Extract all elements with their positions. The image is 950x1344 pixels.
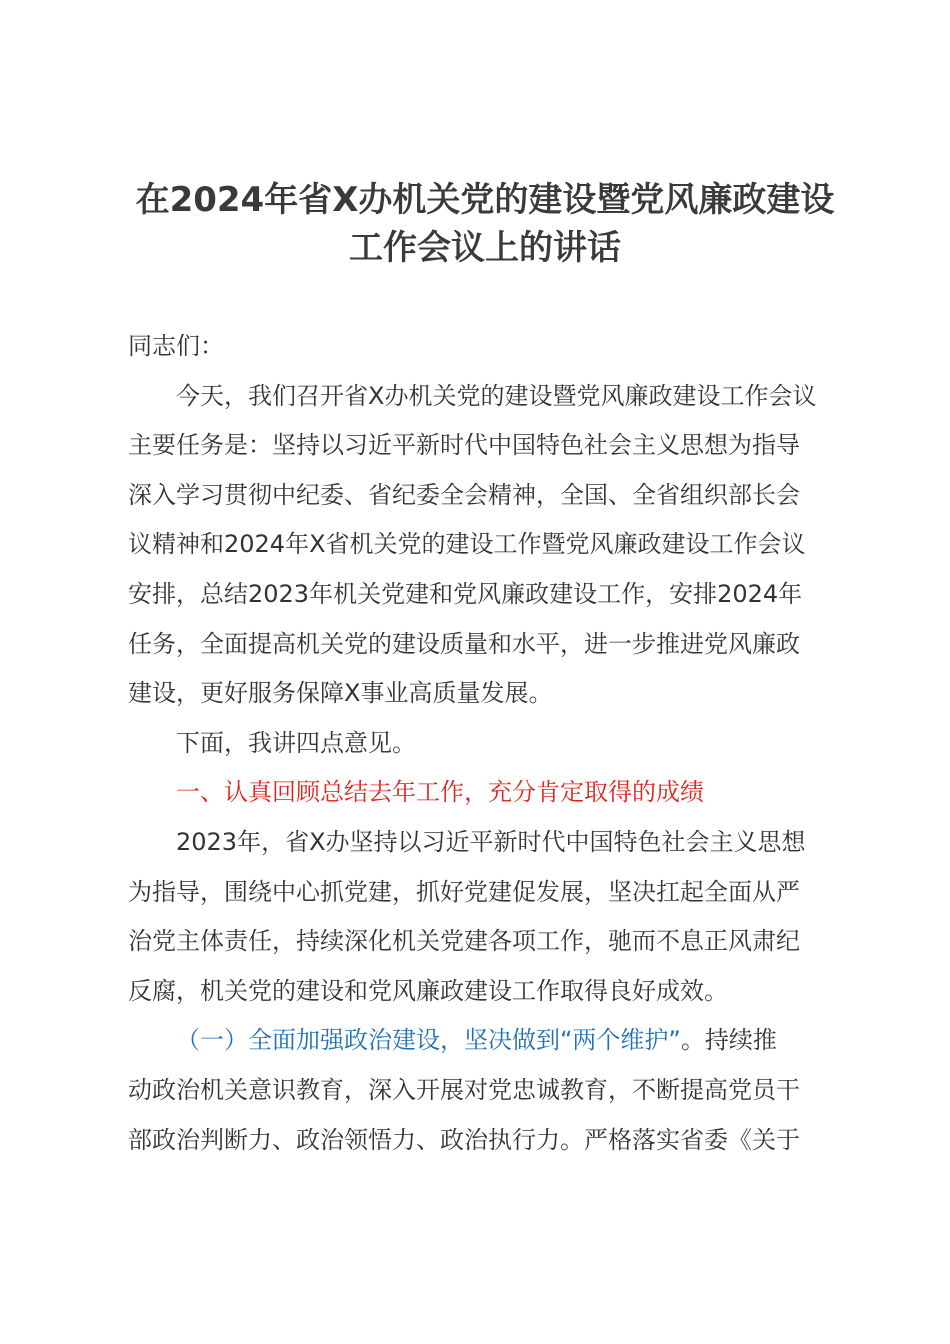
paragraph-line: 任务，全面提高机关党的建设质量和水平，进一步推进党风廉政 — [128, 629, 800, 658]
paragraph-line: 2023年，省X办坚持以习近平新时代中国特色社会主义思想 — [176, 827, 806, 856]
paragraph-line: 动政治机关意识教育，深入开展对党忠诚教育，不断提高党员干 — [128, 1075, 800, 1104]
paragraph-line: 议精神和2024年X省机关党的建设工作暨党风廉政建设工作会议 — [128, 530, 806, 559]
paragraph-line: 安排，总结2023年机关党建和党风廉政建设工作，安排2024年 — [128, 579, 803, 608]
subsection-heading-tail: 。持续推 — [680, 1026, 777, 1055]
paragraph-line: 深入学习贯彻中纪委、省纪委全会精神，全国、全省组织部长会 — [128, 480, 800, 509]
greeting: 同志们： — [128, 332, 224, 360]
title-line-1: 在2024年省X办机关党的建设暨党风廉政建设 — [135, 180, 835, 220]
paragraph-line: 为指导，围绕中心抓党建，抓好党建促发展，坚决扛起全面从严 — [128, 877, 800, 906]
paragraph-line: 下面，我讲四点意见。 — [176, 728, 416, 757]
document-body — [128, 322, 850, 1165]
section-heading-1: 一、认真回顾总结去年工作，充分肯定取得的成绩 — [176, 778, 704, 807]
paragraph-line: 建设，更好服务保障X事业高质量发展。 — [128, 679, 553, 708]
paragraph-line: 反腐，机关党的建设和党风廉政建设工作取得良好成效。 — [128, 976, 728, 1005]
paragraph-line: 部政治判断力、政治领悟力、政治执行力。严格落实省委《关于 — [128, 1125, 800, 1154]
subsection-line — [128, 1016, 850, 1066]
title-line-2: 工作会议上的讲话 — [349, 228, 621, 268]
paragraph-line: 治党主体责任，持续深化机关党建各项工作，驰而不息正风肃纪 — [128, 927, 800, 956]
subsection-heading-1: （一）全面加强政治建设，坚决做到“两个维护” — [176, 1026, 681, 1055]
paragraph-line: 今天，我们召开省X办机关党的建设暨党风廉政建设工作会议 — [176, 381, 817, 410]
document-title — [112, 176, 858, 272]
paragraph-line: 主要任务是：坚持以习近平新时代中国特色社会主义思想为指导 — [128, 431, 800, 460]
